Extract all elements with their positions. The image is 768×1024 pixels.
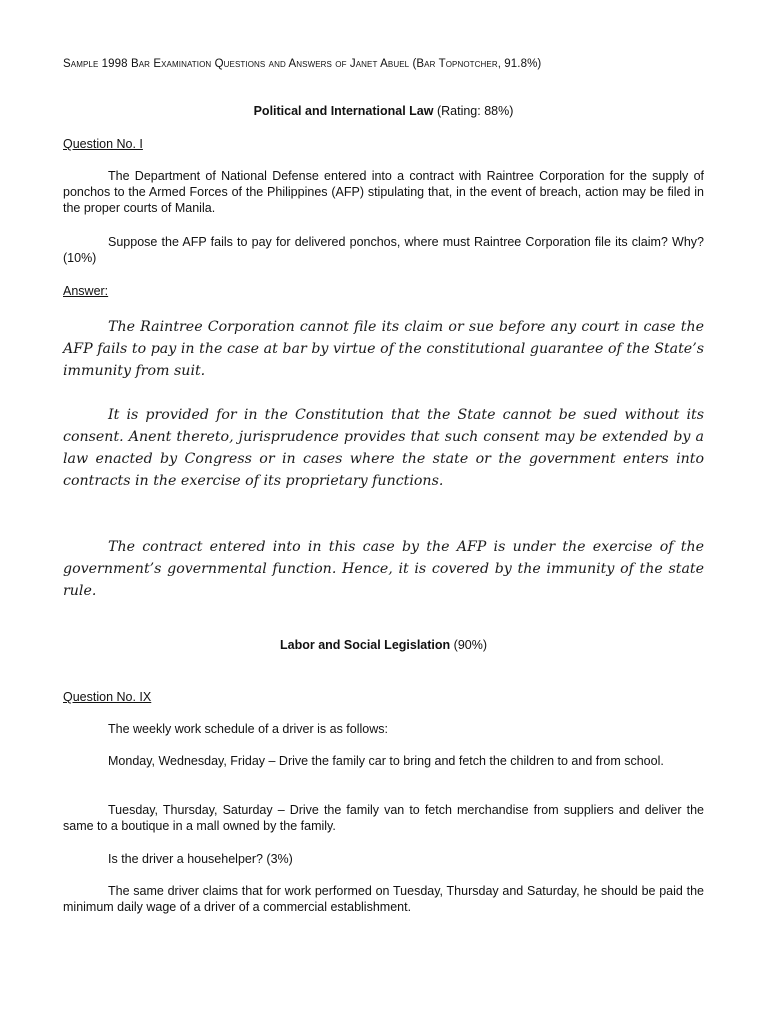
labor-law-section-title [63,638,704,652]
political-law-section-title [63,104,704,118]
answer-paragraph-1: The Raintree Corporation cannot file its claim or sue before any court in case the AFP fails to pay in the case at bar by virtue of the constitutional guarantee of the State’s immunity from suit. [63,319,704,379]
question-ix-paragraph-5: The same driver claims that for work performed on Tuesday, Thursday and Saturday, he should be paid the minimum daily wage of a driver of a commercial establishment. [63,884,704,914]
question-label-i: Question No. I [63,137,143,151]
labor-law-title: Labor and Social Legislation [280,638,451,652]
question-i-paragraph-2: Suppose the AFP fails to pay for delivered ponchos, where must Raintree Corporation file its claim? Why? (10%) [63,235,704,265]
question-ix-paragraph-3: Tuesday, Thursday, Saturday – Drive the family van to fetch merchandise from suppliers and deliver the same to a boutique in a mall owned by the family. [63,803,704,833]
answer-paragraph-3: The contract entered into in this case by the AFP is under the exercise of the government’s governmental function. Hence, it is covered by the immunity of the state rule. [63,539,704,599]
document-page [63,0,704,1024]
document-header: Sample 1998 Bar Examination Questions and Answers of Janet Abuel (Bar Topnotcher, 91.8%) [63,58,542,70]
question-ix-paragraph-4: Is the driver a househelper? (3%) [108,852,293,866]
answer-paragraph-2: It is provided for in the Constitution that the State cannot be sued without its consent. Anent thereto, jurisprudence provides that such consent may be extended by a law enacted by Congress or in cases where the state or the government enters into contracts in the exercise of its proprietary functions. [63,407,704,489]
question-ix-paragraph-2: Monday, Wednesday, Friday – Drive the family car to bring and fetch the children to and from school. [108,754,664,768]
question-i-paragraph-1: The Department of National Defense entered into a contract with Raintree Corporation for the supply of ponchos to the Armed Forces of the Philippines (AFP) stipulating that, in the event of breach, action may be filed in the proper courts of Manila. [63,169,704,215]
political-law-rating: (Rating: 88%) [436,104,514,118]
question-label-ix: Question No. IX [63,690,152,704]
labor-law-rating: (90%) [453,638,487,652]
political-law-title: Political and International Law [253,104,434,118]
question-ix-paragraph-1: The weekly work schedule of a driver is as follows: [108,722,388,736]
answer-label: Answer: [63,284,109,298]
